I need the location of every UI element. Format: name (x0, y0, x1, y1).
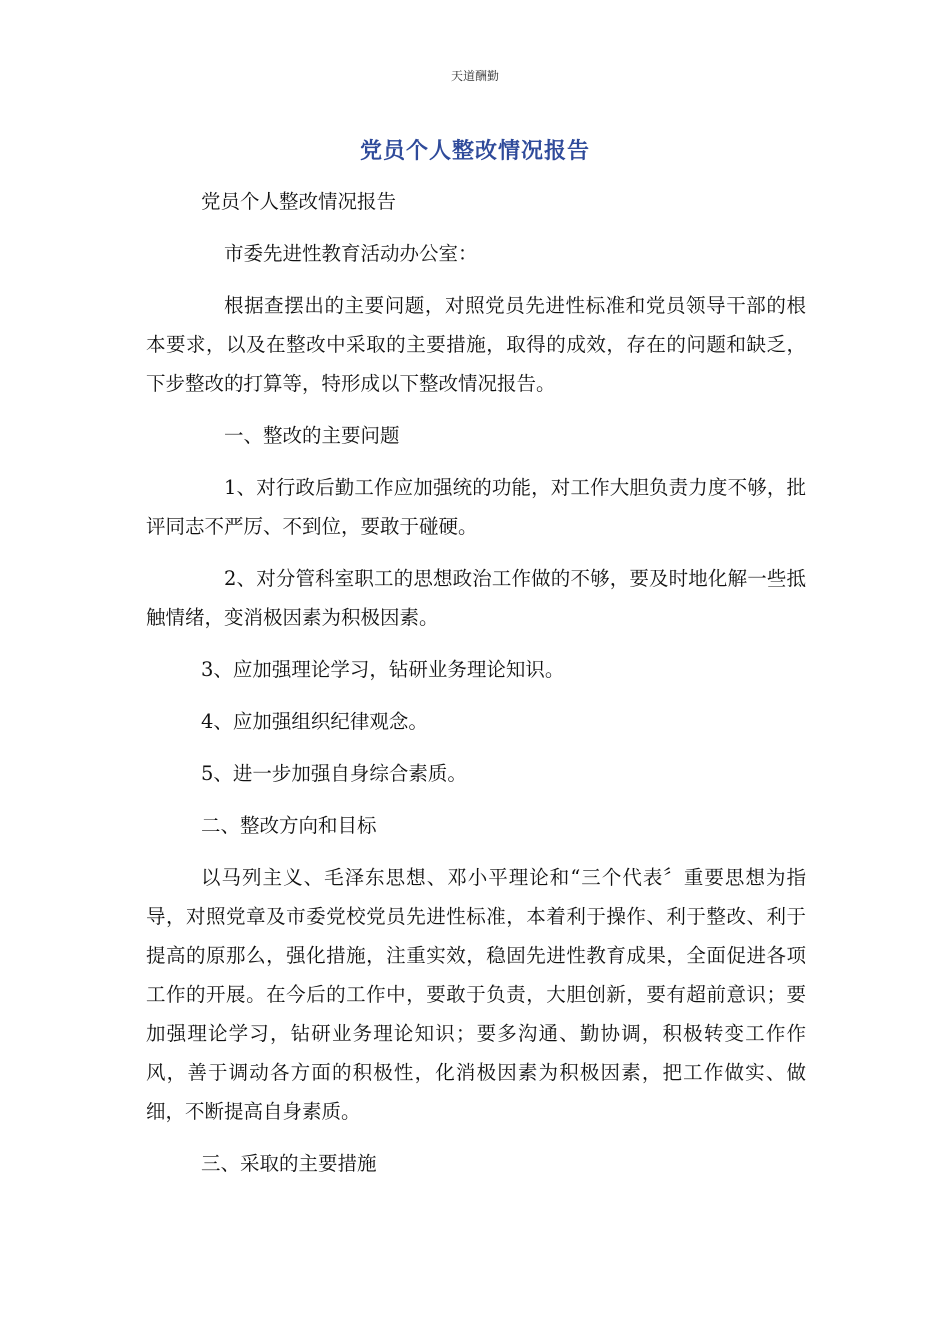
section-heading-1: 一、整改的主要问题 (224, 424, 400, 447)
paragraph-addressee: 市委先进性教育活动办公室： (224, 242, 478, 265)
paragraph-intro: 根据查摆出的主要问题，对照党员先进性标准和党员领导干部的根本要求，以及在整改中采取的主要措施，取得的成效，存在的问题和缺乏，下步整改的打算等，特形成以下整改情况报告。 (146, 294, 806, 395)
list-item-4: 4、应加强组织纪律观念。 (201, 710, 428, 733)
section-heading-2: 二、整改方向和目标 (201, 814, 377, 837)
paragraph-subtitle: 党员个人整改情况报告 (201, 190, 397, 213)
list-item-1: 1、对行政后勤工作应加强统的功能，对工作大胆负责力度不够，批评同志不严厉、不到位，要敢于碰硬。 (146, 476, 806, 538)
document-title: 党员个人整改情况报告 (359, 139, 590, 164)
section-heading-3: 三、采取的主要措施 (201, 1152, 377, 1175)
document-body (146, 182, 806, 1196)
list-item-5: 5、进一步加强自身综合素质。 (201, 762, 467, 785)
paragraph-goals: 以马列主义、毛泽东思想、邓小平理论和“三个代表〞重要思想为指导，对照党章及市委党校党员先进性标准，本着利于操作、利于整改、利于提高的原那么，强化措施，注重实效，稳固先进性教育成果，全面促进各项工作的开展。在今后的工作中，要敢于负责，大胆创新，要有超前意识；要加强理论学习，钻研业务理论知识；要多沟通、勤协调，积极转变工作作风，善于调动各方面的积极性，化消极因素为积极因素，把工作做实、做细，不断提高自身素质。 (146, 866, 806, 1123)
page-header: 天道酬勤 (450, 69, 499, 83)
list-item-3: 3、应加强理论学习，钻研业务理论知识。 (201, 658, 565, 681)
list-item-2: 2、对分管科室职工的思想政治工作做的不够，要及时地化解一些抵触情绪，变消极因素为积极因素。 (146, 567, 806, 629)
